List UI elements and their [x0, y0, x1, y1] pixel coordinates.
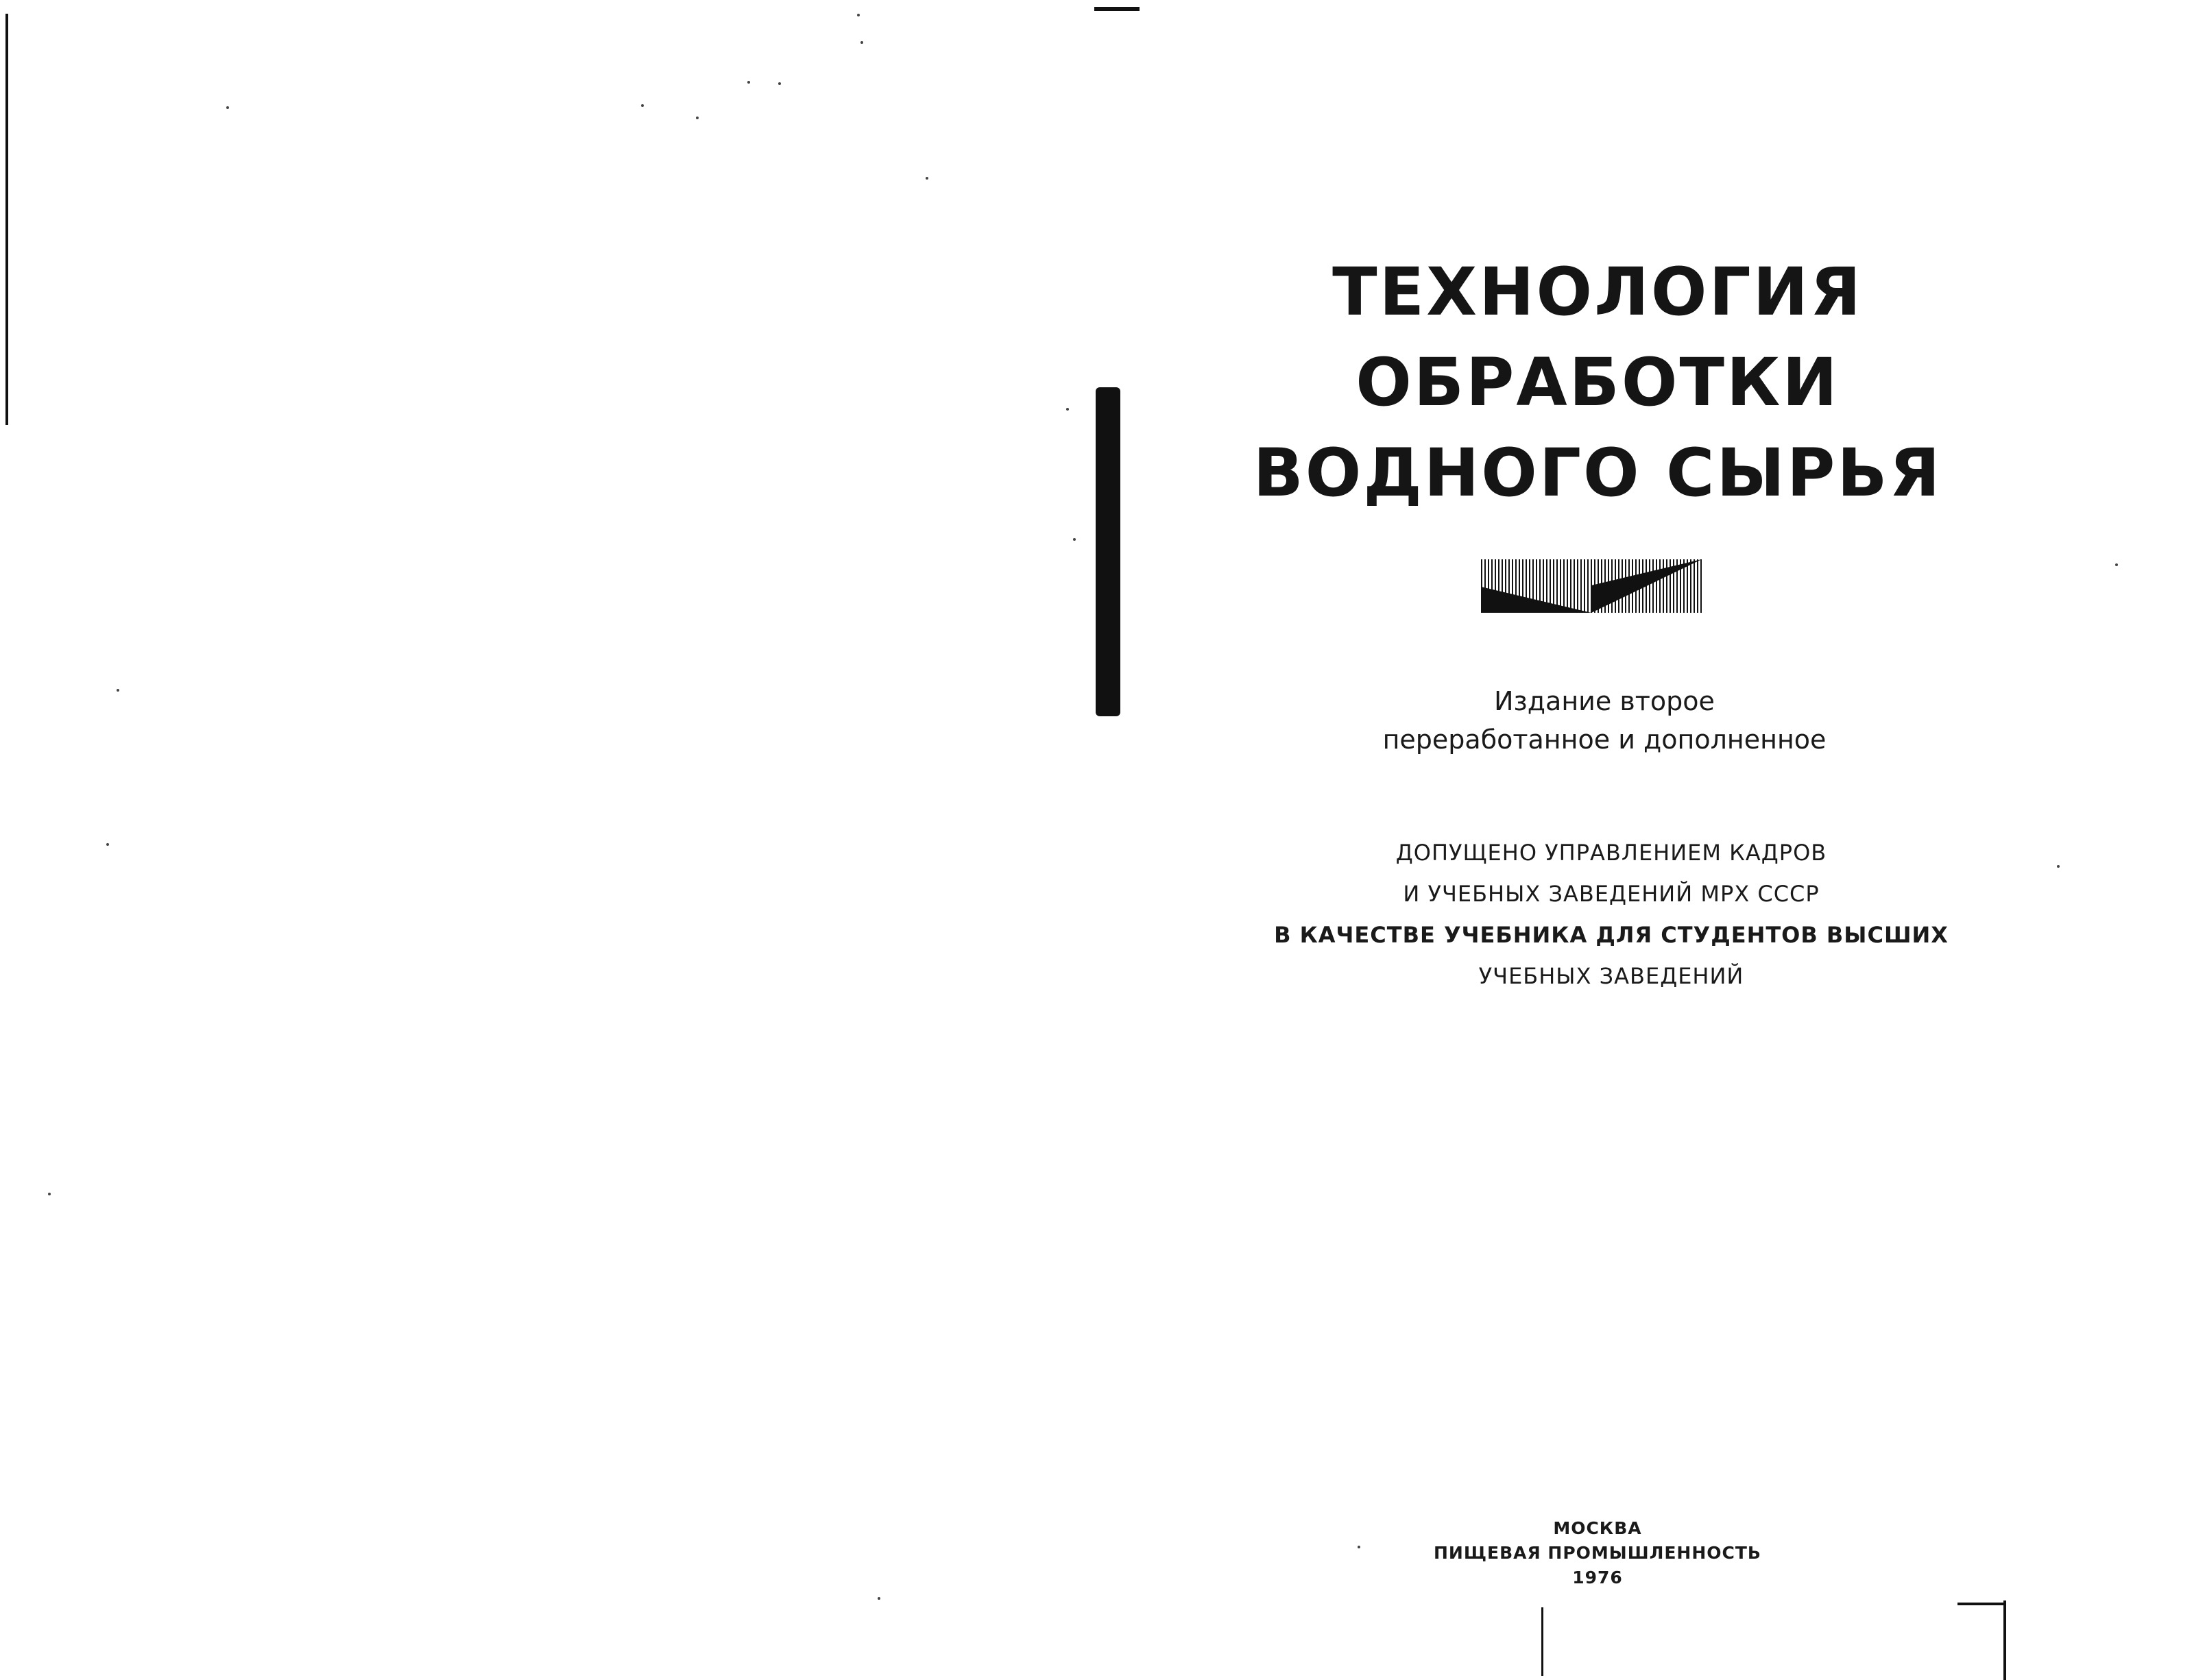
imprint-publisher: ПИЩЕВАЯ ПРОМЫШЛЕННОСТЬ [1434, 1543, 1761, 1563]
edition-statement [1303, 682, 1906, 759]
imprint-year: 1976 [1572, 1568, 1623, 1587]
publisher-imprint [1392, 1516, 1803, 1590]
approval-line-2: И УЧЕБНЫХ ЗАВЕДЕНИЙ МРХ СССР [1403, 881, 1820, 907]
bottom-right-bracket-horizontal [1957, 1603, 2005, 1605]
bottom-gutter-line [1541, 1607, 1543, 1676]
book-title-line-3: ВОДНОГО СЫРЬЯ [1253, 435, 1942, 511]
scan-speck [778, 82, 781, 85]
approval-line-3: В КАЧЕСТВЕ УЧЕБНИКА ДЛЯ СТУДЕНТОВ ВЫСШИХ [1274, 922, 1949, 948]
scan-speck [106, 843, 109, 846]
scan-speck [117, 689, 119, 692]
book-title-line-2: ОБРАБОТКИ [1355, 344, 1840, 421]
top-edge-mark [1094, 7, 1140, 11]
scan-speck [1073, 538, 1076, 541]
edition-line-2: переработанное и дополненное [1382, 725, 1827, 755]
approval-line-4: УЧЕБНЫХ ЗАВЕДЕНИЙ [1478, 963, 1744, 989]
scan-speck [878, 1597, 880, 1600]
scan-speck [641, 104, 644, 107]
scan-speck [926, 177, 928, 180]
scan-speck [2115, 563, 2118, 566]
scan-speck [1066, 408, 1069, 411]
scan-speck [2057, 865, 2060, 868]
gutter-shadow-bar [1096, 387, 1120, 716]
scan-speck [48, 1193, 51, 1195]
edition-line-1: Издание второе [1494, 686, 1715, 716]
scan-speck [857, 14, 860, 16]
bottom-right-bracket-vertical [2003, 1600, 2006, 1680]
scan-speck [860, 41, 863, 44]
approval-line-1: ДОПУЩЕНО УПРАВЛЕНИЕМ КАДРОВ [1395, 840, 1827, 866]
scan-speck [747, 81, 750, 84]
book-title-line-1: ТЕХНОЛОГИЯ [1332, 254, 1863, 330]
scan-speck [696, 117, 699, 119]
publisher-emblem-icon [1481, 559, 1702, 613]
imprint-city: МОСКВА [1553, 1518, 1642, 1538]
scan-speck [1358, 1546, 1360, 1548]
left-page-edge-line [5, 14, 8, 425]
approval-statement [1268, 832, 1954, 997]
scan-speck [226, 106, 229, 109]
book-title [1193, 247, 2002, 518]
